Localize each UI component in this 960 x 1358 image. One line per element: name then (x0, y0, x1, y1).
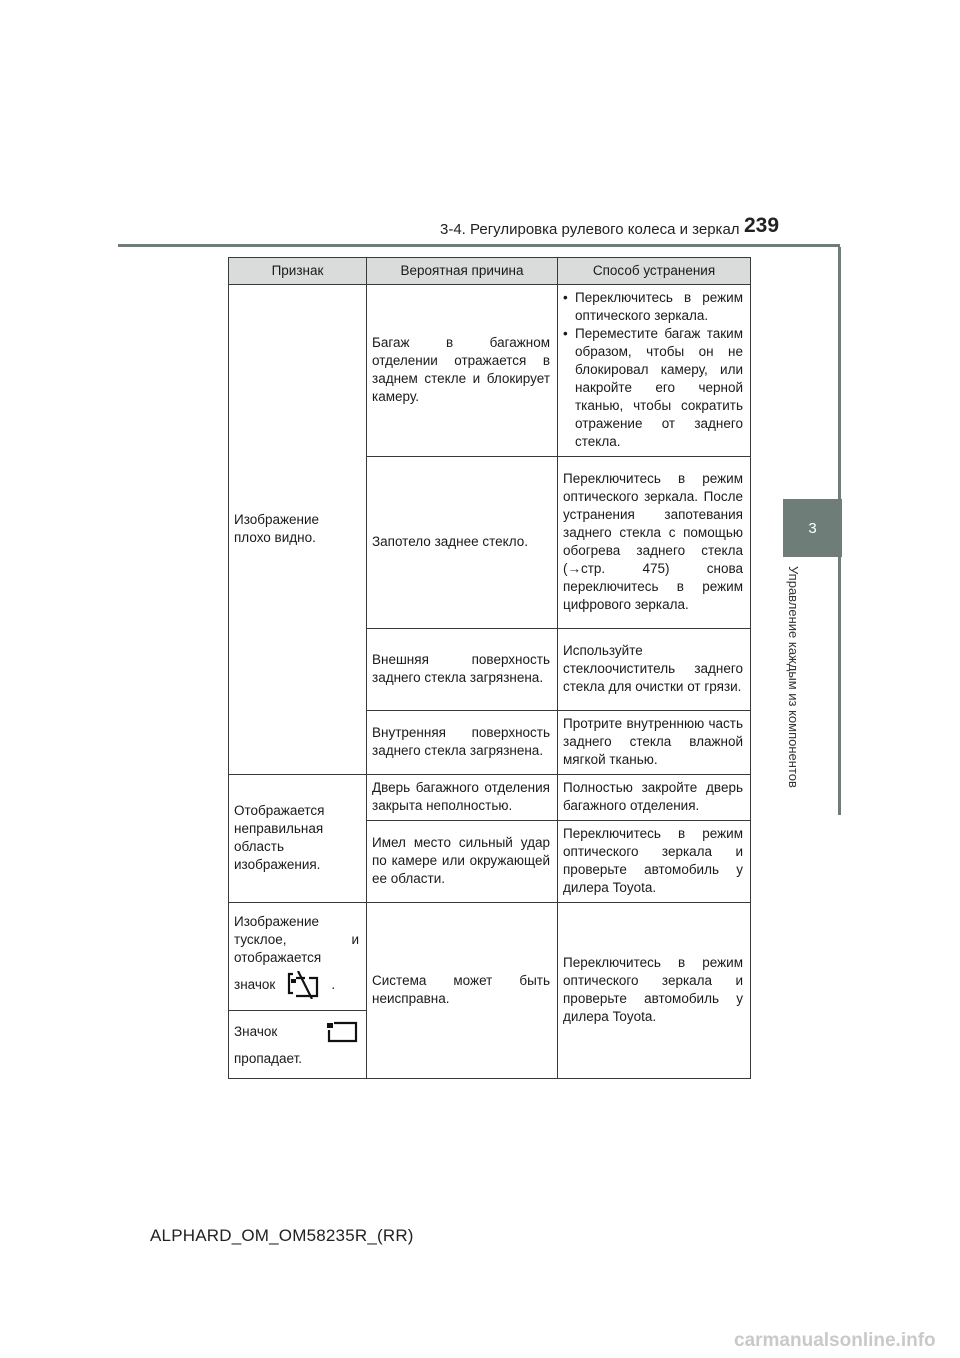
remedy-bullet: • Переключитесь в режим оптического зеркала. (563, 289, 743, 325)
table-row (229, 285, 751, 457)
cause-cell: Система может быть неисправна. (367, 903, 558, 1079)
symptom-cell (229, 903, 367, 1011)
column-header-remedy: Способ устранения (558, 258, 751, 285)
remedy-bullet-list (563, 289, 743, 451)
remedy-cell (558, 285, 751, 457)
remedy-cell: Протрите внутреннюю часть заднего стекла влажной мягкой тканью. (558, 711, 751, 775)
camera-slash-icon (285, 971, 321, 999)
symptom-icon-line (234, 971, 359, 999)
symptom-text: пропадает. (234, 1051, 303, 1066)
table-row (229, 903, 751, 1011)
icon-prefix: Значок (234, 1024, 278, 1039)
chapter-title: Управление каждым из компонентов (786, 566, 801, 788)
document-id: ALPHARD_OM_OM58235R_(RR) (150, 1226, 414, 1245)
table-header-row (229, 258, 751, 285)
watermark: carmanualsonline.info (734, 1330, 936, 1351)
chapter-label-wrap (786, 566, 806, 796)
remedy-cell: Переключитесь в режим оптического зеркала и проверьте автомобиль у дилера Toyota. (558, 821, 751, 903)
symptom-cell: Изображение плохо видно. (229, 285, 367, 775)
chapter-tab (783, 499, 842, 557)
symptom-cell: Отображается неправильная область изображения. (229, 775, 367, 903)
section-title: 3-4. Регулировка рулевого колеса и зеркал (440, 221, 740, 238)
icon-suffix: . (331, 977, 336, 992)
cause-cell: Имел место сильный удар по камере или окружающей ее области. (367, 821, 558, 903)
remedy-bullet: • Переместите багаж таким образом, чтобы он не блокировал камеру, или накройте его черной тканью, чтобы сократить отражение от заднего стекла. (563, 325, 743, 451)
table-row (229, 775, 751, 821)
remedy-cell: Переключитесь в режим оптического зеркала. После устранения запотевания заднего стекла с помощью обогрева заднего стекла (→стр. 475) снова переключитесь в режим цифрового зеркала. (558, 457, 751, 629)
remedy-cell: Переключитесь в режим оптического зеркала и проверьте автомобиль у дилера Toyota. (558, 903, 751, 1079)
icon-prefix: значок (234, 977, 276, 992)
column-header-cause: Вероятная причина (367, 258, 558, 285)
cause-cell: Внешняя поверхность заднего стекла загрязнена. (367, 629, 558, 711)
column-header-symptom: Признак (229, 258, 367, 285)
cause-cell: Багаж в багажном отделении отражается в заднем стекле и блокирует камеру. (367, 285, 558, 457)
symptom-text: Изображение тусклое, и отображается (234, 914, 359, 965)
remedy-cell: Используйте стеклоочиститель заднего стекла для очистки от грязи. (558, 629, 751, 711)
page-number: 239 (744, 214, 780, 237)
camera-icon (325, 1020, 359, 1044)
remedy-cell: Полностью закройте дверь багажного отделения. (558, 775, 751, 821)
chapter-number: 3 (808, 519, 817, 537)
cause-cell: Запотело заднее стекло. (367, 457, 558, 629)
cause-cell: Дверь багажного отделения закрыта неполностью. (367, 775, 558, 821)
troubleshooting-table (228, 257, 751, 1079)
header-rule (118, 244, 840, 247)
symptom-icon-line (234, 1020, 359, 1044)
cause-cell: Внутренняя поверхность заднего стекла загрязнена. (367, 711, 558, 775)
symptom-cell (229, 1011, 367, 1079)
